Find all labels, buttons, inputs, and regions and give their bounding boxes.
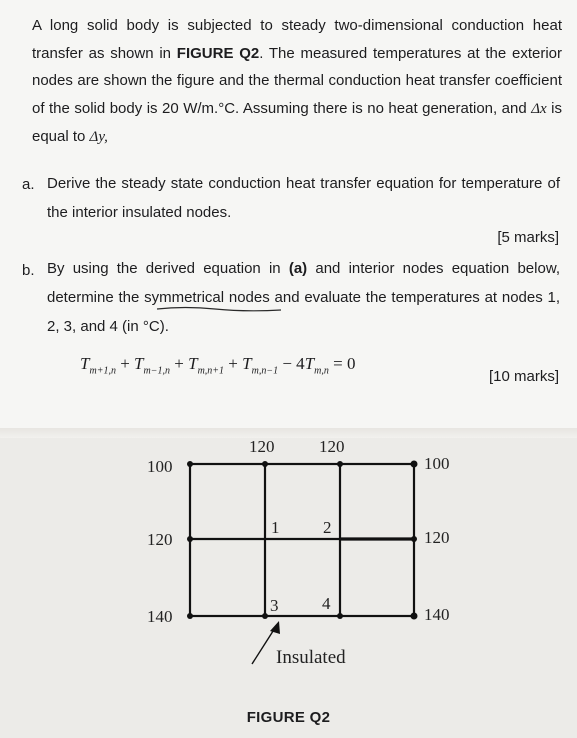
insulated-label: Insulated — [276, 647, 346, 668]
eq-t3: T — [188, 354, 198, 373]
node-1-label: 1 — [271, 518, 280, 537]
eq-t1: T — [80, 354, 90, 373]
part-b-text-1: By using the derived equation in — [47, 260, 289, 277]
node-dot — [337, 613, 343, 619]
eq-t2: T — [134, 354, 144, 373]
right-temp-bottom: 140 — [424, 605, 450, 624]
part-b-marks: [10 marks] — [488, 368, 559, 385]
node-dot — [187, 461, 193, 467]
node-4-label: 4 — [322, 594, 331, 613]
figure-caption: FIGURE Q2 — [246, 709, 331, 726]
intro-text-cont: . The measured temperatures at the exterior nodes are shown the figure and the thermal conduction heat transfer coefficient of the solid body is 20 W/m.°C. Assuming there is no heat generation, and — [32, 44, 562, 117]
eq-t5: T — [304, 354, 315, 373]
part-b-text-2: and interior nodes equation below, determine the symmetrical nodes and evaluate the temperatures at nodes 1, 2, 3, and 4 (in °C). — [47, 260, 560, 335]
part-a-text: Derive the steady state conduction heat transfer equation for temperature of the interior insulated nodes. — [47, 175, 560, 221]
node-dot — [262, 461, 268, 467]
node-dot — [337, 461, 343, 467]
right-temp-mid: 120 — [424, 528, 450, 547]
hand-underline — [155, 305, 285, 313]
right-temp-top: 100 — [424, 454, 450, 473]
left-temp-mid: 120 — [147, 530, 173, 549]
eq-s3: m,n+1 — [197, 365, 225, 377]
intro-text: A long solid body is subjected to steady two-dimensional conduction heat transfer as shown in — [32, 17, 562, 62]
interior-node-equation — [80, 354, 355, 376]
part-b-ref: (a) — [288, 260, 308, 277]
part-a-marks: [5 marks] — [497, 229, 559, 246]
node-2-label: 2 — [323, 518, 332, 537]
intro-text-mid: is equal to — [32, 99, 562, 145]
part-a-letter: a. — [22, 176, 35, 193]
nodal-grid-figure — [0, 432, 577, 702]
figure-reference: FIGURE Q2 — [176, 44, 260, 62]
grid-lines — [190, 464, 414, 616]
node-dot — [187, 613, 193, 619]
node-dot — [411, 461, 418, 468]
eq-s5: m,n — [314, 365, 329, 377]
problem-statement — [32, 12, 562, 152]
part-b-text — [47, 254, 560, 341]
node-dot — [262, 613, 268, 619]
eq-plus3: + — [224, 354, 243, 373]
eq-s4: m,n−1 — [251, 365, 279, 377]
eq-t4: T — [242, 354, 252, 373]
eq-equals: = 0 — [328, 354, 356, 373]
part-b-letter: b. — [22, 262, 35, 279]
delta-y: Δy, — [89, 129, 108, 145]
top-temp-right: 120 — [319, 437, 345, 456]
node-dot — [411, 613, 418, 620]
node-dot — [187, 536, 193, 542]
node-3-label: 3 — [270, 596, 279, 615]
eq-minus: − 4 — [278, 354, 305, 373]
eq-plus2: + — [170, 354, 189, 373]
top-temp-left: 120 — [249, 437, 275, 456]
left-temp-top: 100 — [147, 457, 173, 476]
left-temp-bottom: 140 — [147, 607, 173, 626]
node-dot — [411, 536, 417, 542]
eq-plus1: + — [115, 354, 135, 373]
delta-x: Δx — [531, 100, 547, 117]
eq-s1: m+1,n — [89, 365, 116, 377]
eq-s2: m−1,n — [143, 365, 170, 377]
